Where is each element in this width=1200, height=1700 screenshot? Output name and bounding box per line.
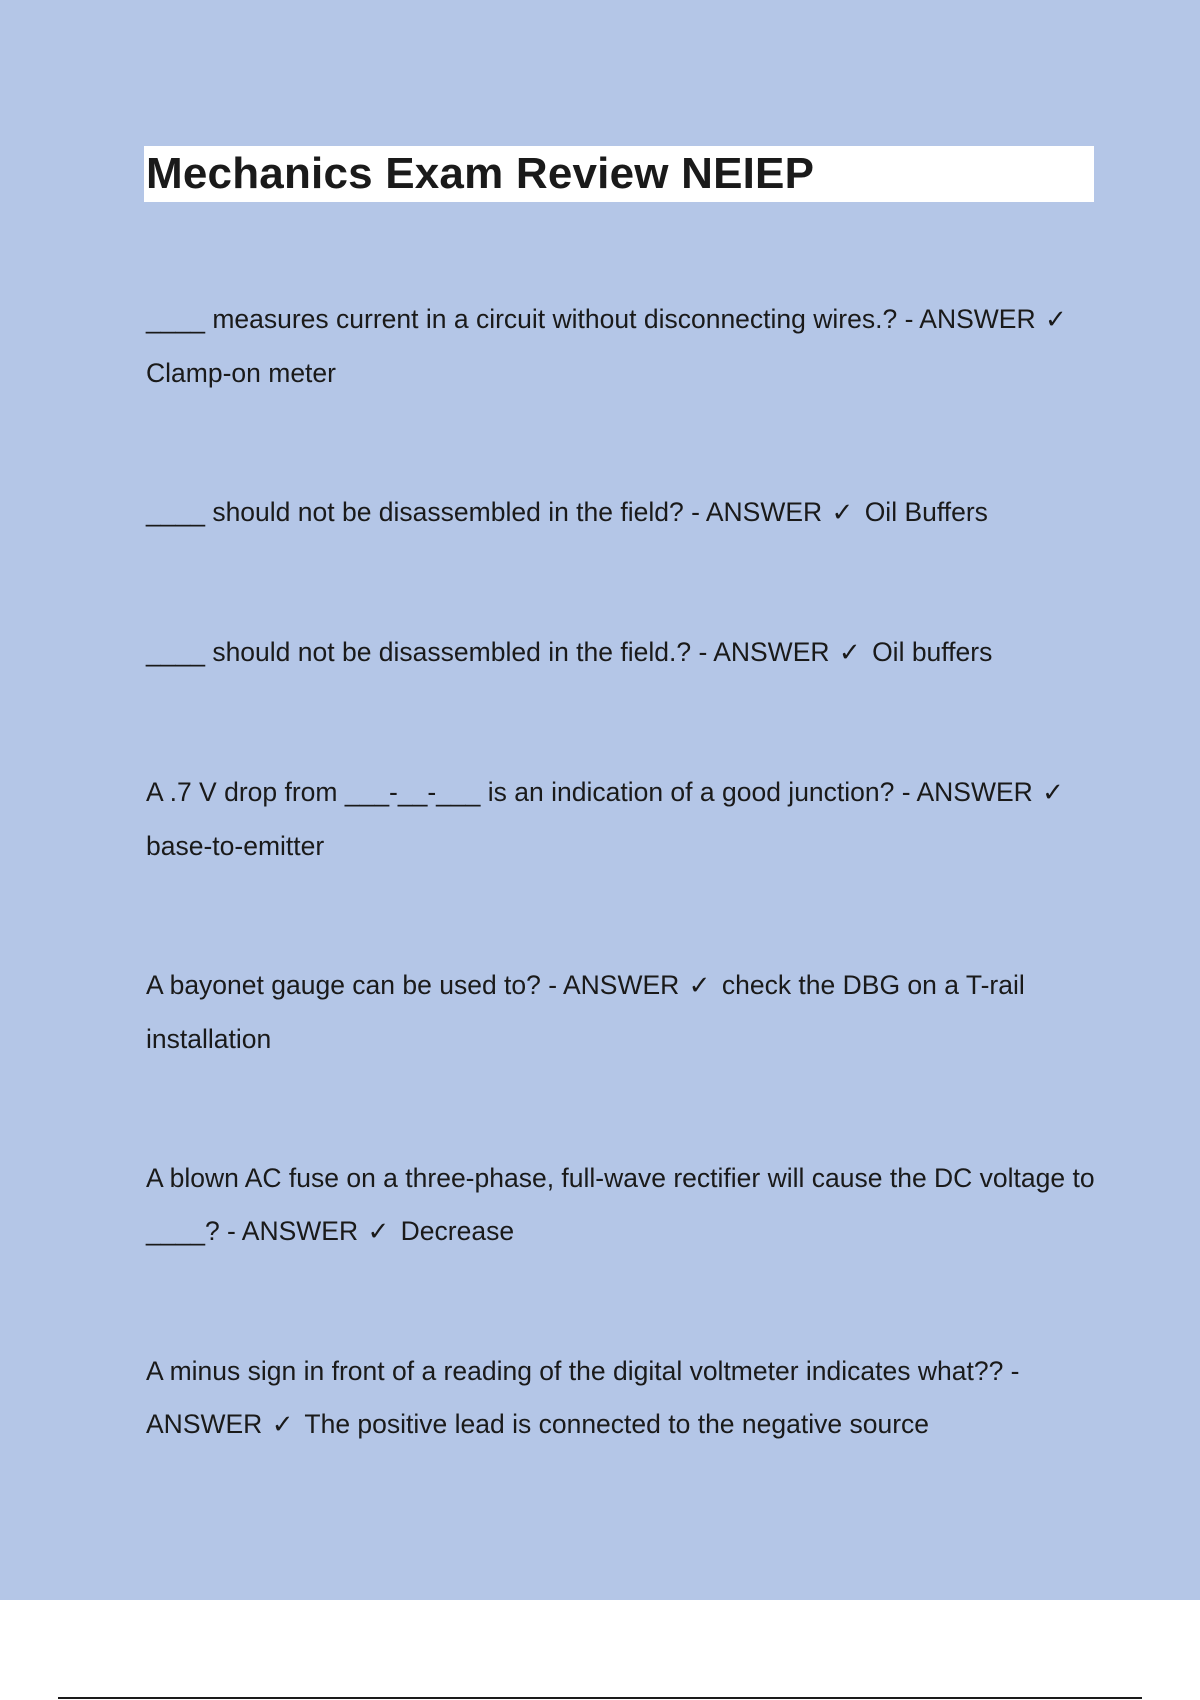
check-icon: ✓ <box>271 1410 294 1440</box>
qa-item <box>146 1345 1096 1452</box>
qa-item <box>146 959 1096 1066</box>
qa-item <box>146 1152 1096 1259</box>
question-text: ____ should not be disassembled in the field.? - ANSWER <box>146 637 830 667</box>
question-text: A minus sign in front of a reading of the digital voltmeter indicates what?? - ANSWER <box>146 1356 1020 1439</box>
qa-item <box>146 766 1096 873</box>
qa-item <box>146 626 1096 680</box>
check-icon: ✓ <box>1044 305 1067 335</box>
check-icon: ✓ <box>688 971 711 1001</box>
answer-text: Oil Buffers <box>864 497 988 527</box>
qa-list <box>146 293 1096 1538</box>
answer-text: Decrease <box>400 1216 515 1246</box>
question-text: A .7 V drop from ___-__-___ is an indication of a good junction? - ANSWER <box>146 777 1033 807</box>
answer-text: Oil buffers <box>872 637 993 667</box>
answer-text: check the DBG on a T-rail installation <box>146 970 1025 1054</box>
qa-item <box>146 486 1096 540</box>
answer-text: The positive lead is connected to the negative source <box>304 1409 930 1439</box>
question-text: ____ measures current in a circuit without disconnecting wires.? - ANSWER <box>146 304 1036 334</box>
answer-text: Clamp-on meter <box>146 358 336 388</box>
check-icon: ✓ <box>1042 778 1064 808</box>
document-title: Mechanics Exam Review NEIEP <box>144 146 1094 202</box>
footer-divider <box>58 1697 1142 1699</box>
check-icon: ✓ <box>831 498 854 528</box>
answer-text: base-to-emitter <box>146 831 325 861</box>
check-icon: ✓ <box>838 638 861 668</box>
question-text: A bayonet gauge can be used to? - ANSWER <box>146 970 680 1000</box>
question-text: A blown AC fuse on a three-phase, full-wave rectifier will cause the DC voltage to ____? - ANSWER <box>146 1163 1095 1246</box>
qa-item <box>146 293 1096 400</box>
question-text: ____ should not be disassembled in the field? - ANSWER <box>146 497 823 527</box>
check-icon: ✓ <box>367 1217 390 1247</box>
